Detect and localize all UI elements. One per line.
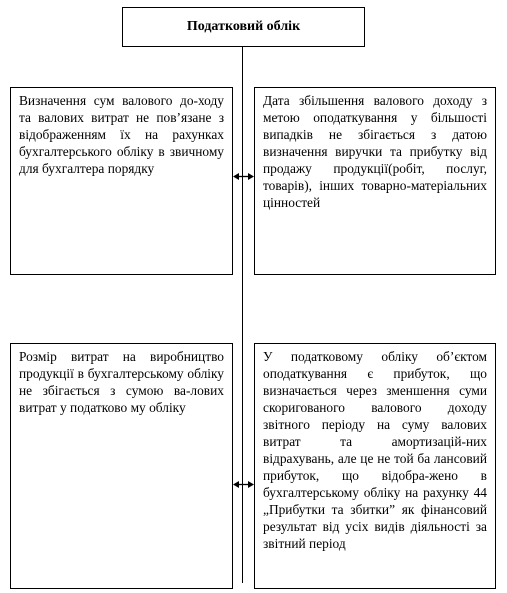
box-top-right-text: Дата збільшення валового доходу з метою оподаткування у більшості випадків не збігається з датою визначення виручки та прибутку від продажу продукції(робіт, послуг, товарів), інших товарно-матеріальних цінностей <box>263 93 487 210</box>
box-top-left <box>10 87 233 275</box>
box-bottom-right-text: У податковому обліку об’єктом оподаткування є прибуток, що визначається через зменшення суми скоригованого валового доходу звітного періоду на суму валових витрат та амортизацій-них відрахувань, але це не той ба лансовий прибуток, що відобра-жено в бухгалтерському обліку на рахунку 44 „Прибутки та збитки” як фінансовий результат від усіх видів діяльності за звітний період <box>263 349 487 551</box>
box-top-right <box>254 87 496 275</box>
diagram-title-box <box>122 7 365 47</box>
diagram-title: Податковий облік <box>186 19 301 34</box>
box-top-left-text: Визначення сум валового до-ходу та валових витрат не пов’язане з відображенням їх на рахунках бухгалтерського обліку в звичному для бухгалтера порядку <box>19 93 224 176</box>
box-bottom-left <box>10 343 233 589</box>
box-bottom-right <box>254 343 496 589</box>
vertical-connector-line <box>242 47 243 583</box>
double-arrow-top <box>233 172 254 181</box>
box-bottom-left-text: Розмір витрат на виробництво продукції в бухгалтерському обліку не збігається з сумою ва-лових витрат у податково му обліку <box>19 349 224 415</box>
double-arrow-bottom <box>233 480 254 489</box>
